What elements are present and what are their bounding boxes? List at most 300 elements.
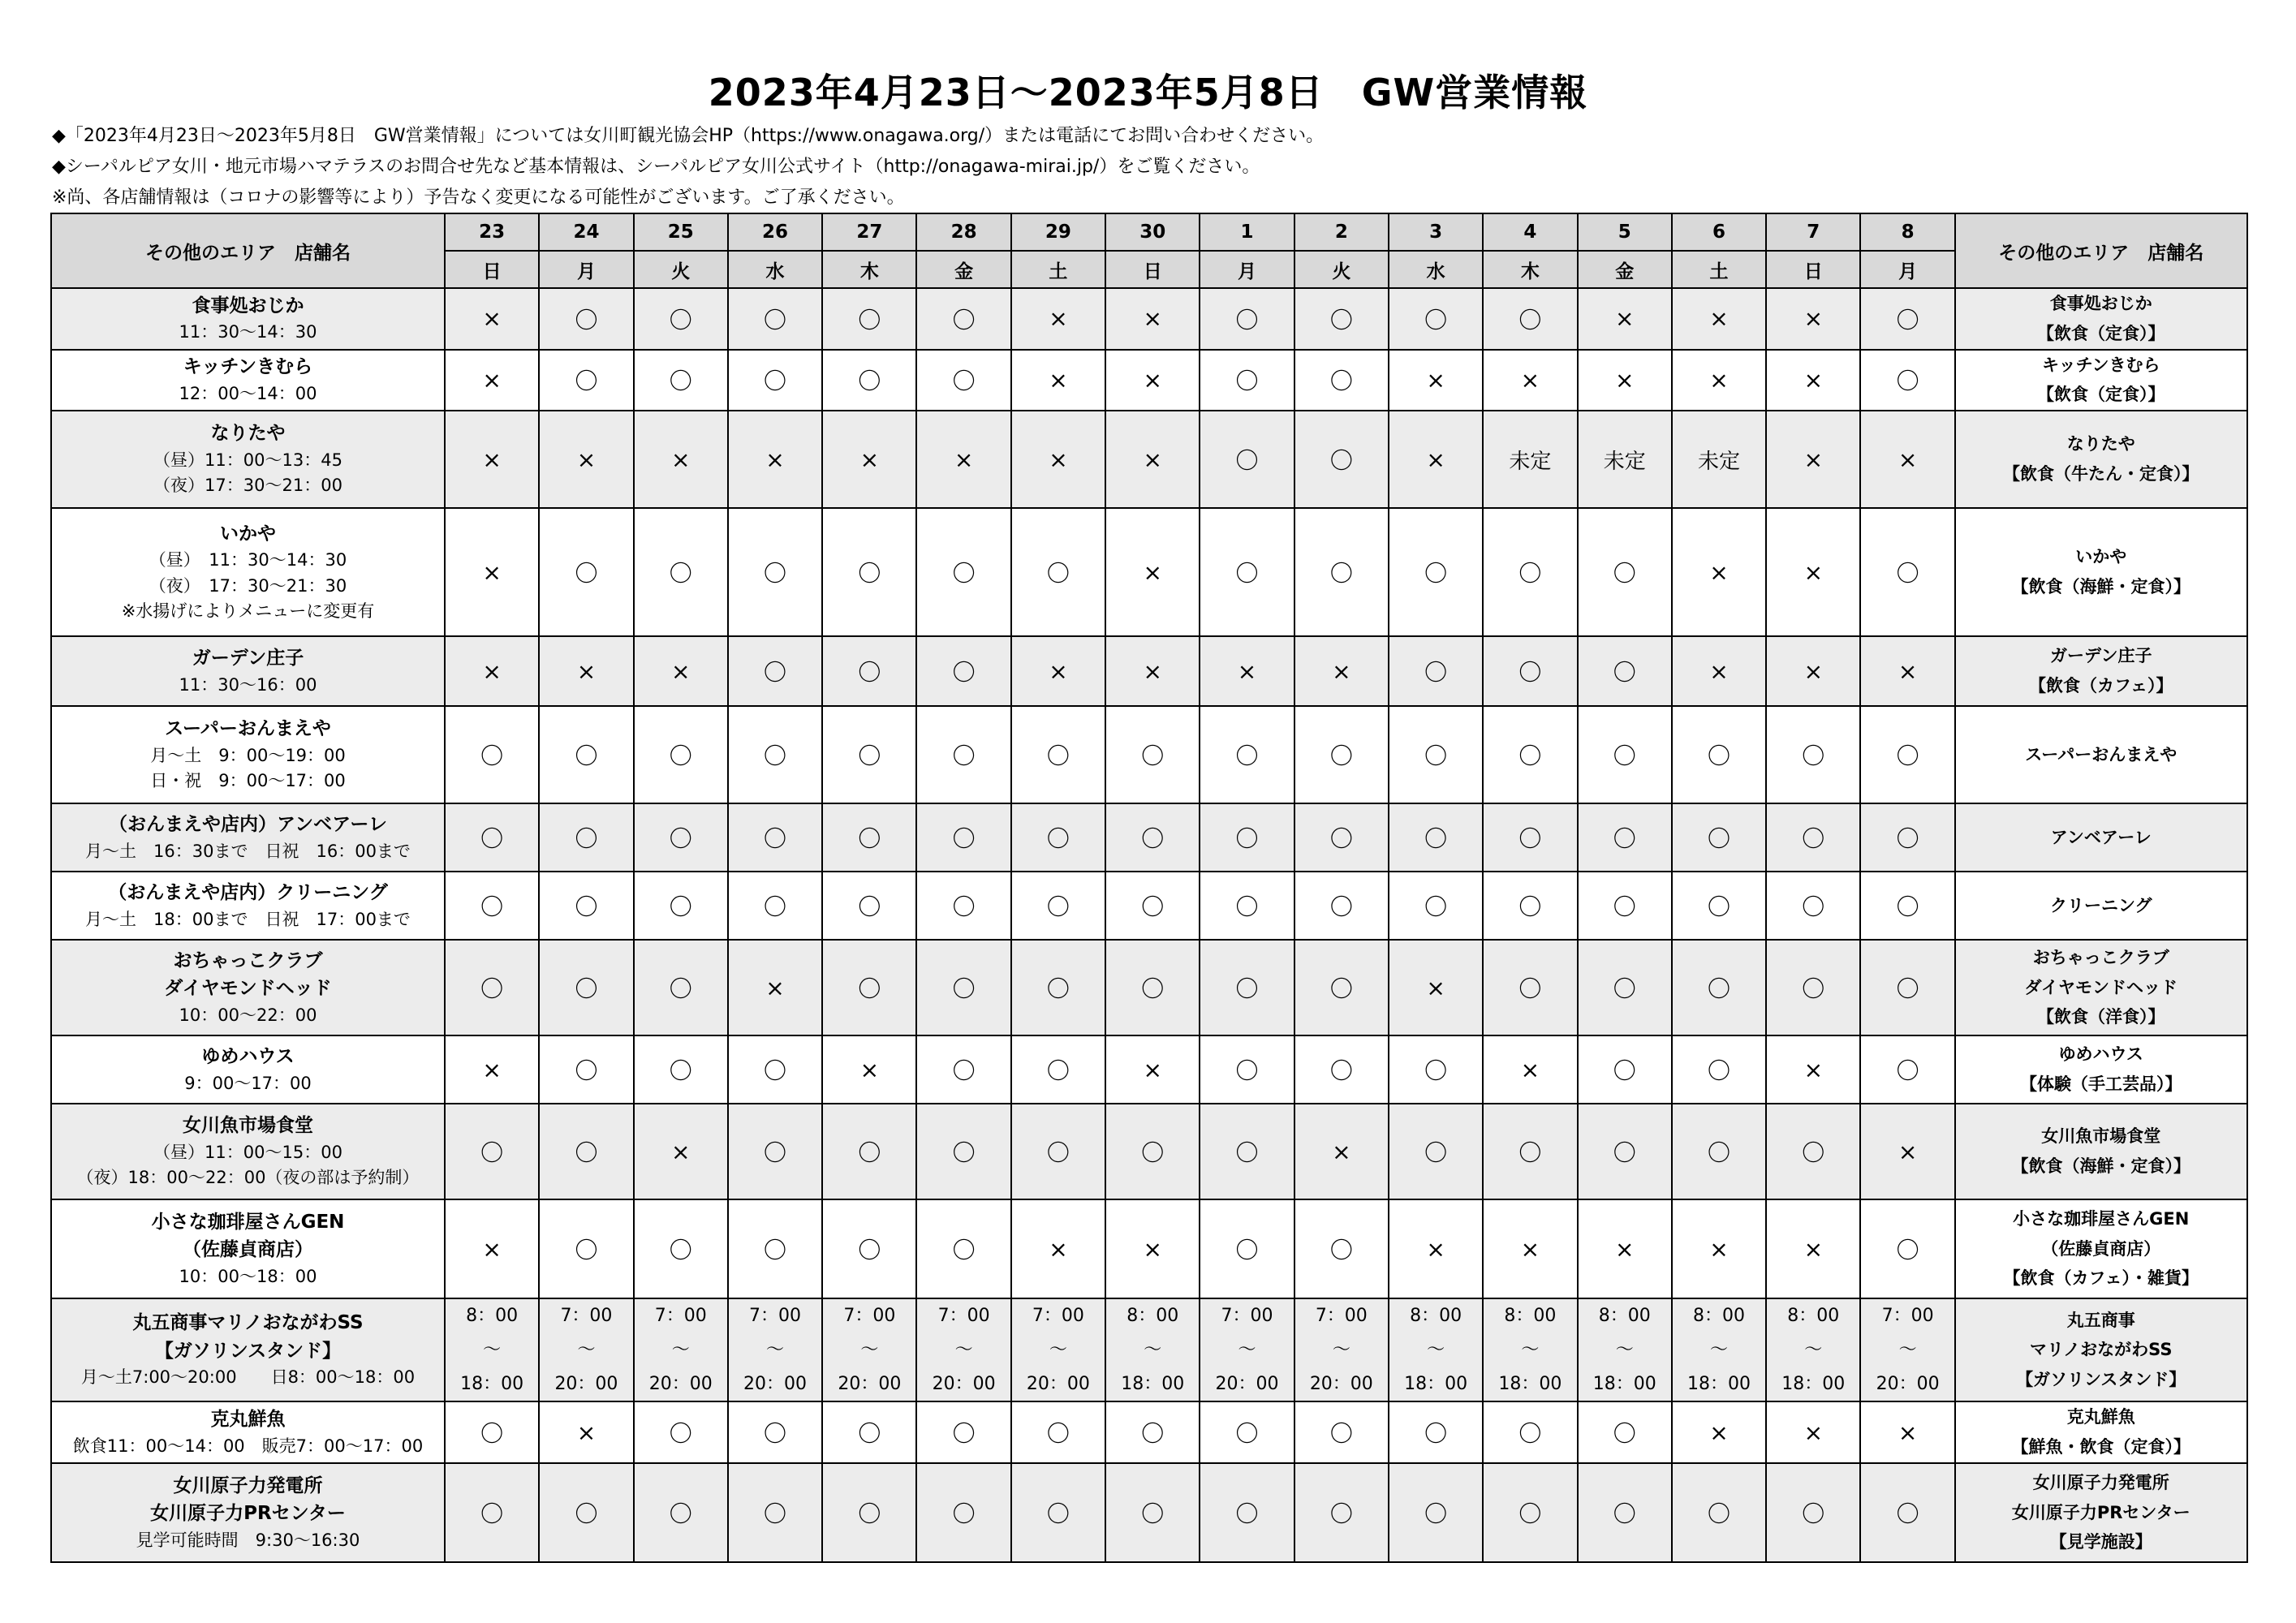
status-cell: ×: [1860, 411, 1954, 508]
store-name: キッチンきむら: [183, 356, 313, 378]
status-cell: [1766, 1298, 1860, 1401]
hours-part: 18：00: [1781, 1373, 1846, 1394]
category-line: 女川原子力PRセンター: [2011, 1502, 2190, 1522]
status-cell: 〇: [822, 803, 916, 872]
category-line: 【ガソリンスタンド】: [2016, 1370, 2186, 1390]
status-cell: 〇: [634, 1463, 728, 1562]
status-cell: 〇: [822, 1104, 916, 1199]
status-cell: ×: [1011, 350, 1105, 411]
hours-part: 7：00: [1032, 1306, 1084, 1326]
status-cell: [634, 1298, 728, 1401]
date-header: 28: [916, 213, 1010, 251]
status-cell: 〇: [1483, 508, 1577, 636]
status-cell: 〇: [1105, 1401, 1200, 1463]
status-cell: ×: [1011, 1199, 1105, 1298]
hours-part: ～: [1144, 1339, 1162, 1360]
status-cell: 〇: [1105, 803, 1200, 872]
category-line: なりたや: [2066, 434, 2135, 454]
status-cell: ×: [634, 411, 728, 508]
date-header: 3: [1389, 213, 1483, 251]
status-cell: 〇: [728, 1463, 822, 1562]
status-cell: 〇: [1766, 940, 1860, 1035]
category-line: 女川魚市場食堂: [2041, 1126, 2161, 1147]
hours-part: 8：00: [1598, 1306, 1651, 1326]
hours-part: 18：00: [460, 1373, 524, 1394]
store-hours: （夜）18：00～22：00（夜の部は予約制）: [76, 1168, 420, 1188]
status-cell: ×: [1672, 508, 1766, 636]
status-cell: 〇: [1389, 288, 1483, 350]
category-line: おちゃっこクラブ: [2032, 947, 2169, 967]
hours-part: ～: [671, 1339, 690, 1360]
status-cell: 〇: [445, 803, 539, 872]
date-header: 2: [1294, 213, 1389, 251]
status-cell: 〇: [1389, 872, 1483, 940]
status-cell: ×: [1578, 350, 1672, 411]
category-line: 克丸鮮魚: [2066, 1407, 2135, 1427]
hours-part: ～: [1049, 1339, 1067, 1360]
status-cell: ×: [634, 1104, 728, 1199]
status-cell: ×: [1105, 636, 1200, 706]
status-cell: 〇: [1483, 706, 1577, 803]
status-cell: 〇: [1860, 940, 1954, 1035]
category-line: 【飲食（定食）】: [2037, 323, 2165, 343]
store-name: ダイヤモンドヘッド: [164, 978, 332, 1000]
hours-part: 7：00: [937, 1306, 990, 1326]
hours-part: 8：00: [1787, 1306, 1840, 1326]
store-name: スーパーおんまえや: [165, 718, 331, 740]
store-name: いかや: [220, 523, 276, 545]
category-line: 丸五商事: [2066, 1310, 2135, 1330]
category-line: マリノおながわSS: [2030, 1340, 2173, 1360]
category-line: 【飲食（定食）】: [2037, 385, 2165, 405]
hours-part: 7：00: [1315, 1306, 1368, 1326]
table-row: [51, 508, 2247, 636]
category-line: 【鮮魚・飲食（定食）】: [2011, 1437, 2190, 1457]
store-hours: 11：30～16：00: [179, 674, 317, 695]
status-cell: 〇: [1483, 803, 1577, 872]
status-cell: ×: [1766, 411, 1860, 508]
table-row: [51, 803, 2247, 872]
store-hours: （夜）17：30～21：00: [153, 476, 342, 496]
status-cell: 〇: [1860, 508, 1954, 636]
status-cell: 未定: [1483, 411, 1577, 508]
status-cell: 〇: [1294, 288, 1389, 350]
category-line: ゆめハウス: [2058, 1044, 2143, 1065]
status-cell: 〇: [445, 940, 539, 1035]
status-cell: 〇: [916, 1463, 1010, 1562]
status-cell: 〇: [728, 803, 822, 872]
category-cell: [1955, 1199, 2247, 1298]
table-row: [51, 1104, 2247, 1199]
weekday-header: 月: [1860, 251, 1954, 288]
hours-part: 20：00: [1309, 1373, 1373, 1394]
hours-part: 8：00: [1126, 1306, 1179, 1326]
date-header: 27: [822, 213, 916, 251]
status-cell: 〇: [728, 1401, 822, 1463]
hours-part: 7：00: [1221, 1306, 1273, 1326]
category-cell: [1955, 1035, 2247, 1104]
status-cell: ×: [634, 636, 728, 706]
store-name-cell: [51, 411, 445, 508]
status-cell: ×: [1483, 1199, 1577, 1298]
status-cell: ×: [1011, 636, 1105, 706]
store-name-cell: [51, 706, 445, 803]
category-cell: [1955, 1298, 2247, 1401]
status-cell: 〇: [1672, 872, 1766, 940]
status-cell: 未定: [1672, 411, 1766, 508]
status-cell: 〇: [445, 1463, 539, 1562]
category-cell: [1955, 803, 2247, 872]
status-cell: 〇: [539, 350, 633, 411]
status-cell: ×: [1105, 1035, 1200, 1104]
status-cell: 〇: [1766, 706, 1860, 803]
store-hours: 飲食11：00～14：00 販売7：00～17：00: [72, 1436, 424, 1456]
status-cell: ×: [1483, 350, 1577, 411]
status-cell: 〇: [916, 706, 1010, 803]
status-cell: 〇: [1483, 1401, 1577, 1463]
status-cell: ×: [1766, 1199, 1860, 1298]
hours-part: 20：00: [1215, 1373, 1279, 1394]
hours-part: 8：00: [1410, 1306, 1462, 1326]
status-cell: 〇: [728, 350, 822, 411]
table-row: [51, 872, 2247, 940]
table-row: [51, 411, 2247, 508]
status-cell: 〇: [1483, 872, 1577, 940]
status-cell: 〇: [1200, 1199, 1294, 1298]
status-cell: ×: [1766, 636, 1860, 706]
weekday-header: 日: [1766, 251, 1860, 288]
table-row: [51, 1035, 2247, 1104]
hours-part: 20：00: [554, 1373, 618, 1394]
date-header: 24: [539, 213, 633, 251]
status-cell: 〇: [728, 1199, 822, 1298]
category-line: 【飲食（洋食）】: [2037, 1007, 2165, 1027]
status-cell: ×: [445, 1035, 539, 1104]
store-name-cell: [51, 288, 445, 350]
category-line: 【飲食（牛たん・定食）】: [2003, 464, 2199, 484]
note-line: ※尚、各店舗情報は（コロナの影響等により）予告なく変更になる可能性がございます。ご了承ください。: [52, 187, 905, 208]
hours-part: ～: [860, 1339, 879, 1360]
weekday-header: 木: [822, 251, 916, 288]
hours-part: ～: [1332, 1339, 1350, 1360]
status-cell: 〇: [916, 1401, 1010, 1463]
status-cell: 〇: [1294, 1035, 1389, 1104]
status-cell: 〇: [1389, 1104, 1483, 1199]
date-header: 1: [1200, 213, 1294, 251]
store-hours: 12：00～14：00: [179, 383, 317, 403]
status-cell: 〇: [1389, 706, 1483, 803]
status-cell: 〇: [1578, 636, 1672, 706]
status-cell: 〇: [1860, 350, 1954, 411]
category-line: 食事処おじか: [2049, 294, 2152, 313]
store-name-cell: [51, 1104, 445, 1199]
category-line: アンベアーレ: [2050, 827, 2152, 847]
category-line: キッチンきむら: [2041, 355, 2160, 375]
status-cell: [728, 1298, 822, 1401]
status-cell: 〇: [1294, 940, 1389, 1035]
hours-part: 7：00: [749, 1306, 802, 1326]
status-cell: 〇: [539, 1463, 633, 1562]
hours-part: ～: [1238, 1339, 1256, 1360]
hours-part: ～: [1898, 1339, 1917, 1360]
hours-part: ～: [1427, 1339, 1445, 1360]
status-cell: ×: [1105, 288, 1200, 350]
status-cell: 〇: [634, 940, 728, 1035]
hours-part: 20：00: [1026, 1373, 1090, 1394]
status-cell: 〇: [1860, 1463, 1954, 1562]
hours-part: ～: [766, 1339, 785, 1360]
category-line: いかや: [2075, 547, 2127, 567]
note-line: ◆シーパルピア女川・地元市場ハマテラスのお問合せ先など基本情報は、シーパルピア女川公式サイト（http://onagawa-mirai.jp/）をご覧ください。: [52, 157, 1260, 177]
status-cell: 〇: [1200, 508, 1294, 636]
status-cell: ×: [1483, 1035, 1577, 1104]
status-cell: 〇: [822, 1463, 916, 1562]
date-header: 6: [1672, 213, 1766, 251]
status-cell: 〇: [1011, 1035, 1105, 1104]
status-cell: 〇: [1672, 1463, 1766, 1562]
note-line: ◆「2023年4月23日～2023年5月8日 GW営業情報」については女川町観光協会HP（https://www.onagawa.org/）または電話にてお問い合わせください。: [52, 126, 1325, 146]
status-cell: 〇: [1766, 872, 1860, 940]
store-name: 女川魚市場食堂: [183, 1115, 313, 1137]
status-cell: 〇: [1011, 1401, 1105, 1463]
status-cell: 〇: [1200, 940, 1294, 1035]
category-line: 【見学施設】: [2049, 1532, 2152, 1552]
status-cell: 〇: [822, 508, 916, 636]
weekday-header: 月: [539, 251, 633, 288]
status-cell: ×: [822, 411, 916, 508]
status-cell: 〇: [1578, 1035, 1672, 1104]
store-hours: 日・祝 9：00～17：00: [150, 771, 346, 791]
status-cell: 〇: [1389, 636, 1483, 706]
status-cell: 〇: [1105, 872, 1200, 940]
weekday-header: 土: [1672, 251, 1766, 288]
status-cell: 〇: [1578, 940, 1672, 1035]
category-header: その他のエリア 店舗名: [1955, 213, 2247, 288]
hours-part: ～: [1615, 1339, 1634, 1360]
status-cell: 〇: [1200, 1401, 1294, 1463]
status-cell: 〇: [1672, 940, 1766, 1035]
status-cell: 〇: [1200, 350, 1294, 411]
status-cell: 〇: [539, 508, 633, 636]
status-cell: ×: [445, 288, 539, 350]
weekday-header: 土: [1011, 251, 1105, 288]
table-row: [51, 706, 2247, 803]
status-cell: 〇: [822, 1199, 916, 1298]
hours-part: ～: [577, 1339, 596, 1360]
status-cell: ×: [1389, 1199, 1483, 1298]
status-cell: 〇: [822, 288, 916, 350]
status-cell: ×: [1105, 508, 1200, 636]
category-line: 【飲食（カフェ）・雑貨】: [2003, 1268, 2199, 1289]
store-name: （おんまえや店内）アンベアーレ: [109, 814, 387, 835]
status-cell: ×: [1389, 940, 1483, 1035]
status-cell: 〇: [539, 288, 633, 350]
status-cell: 〇: [1860, 288, 1954, 350]
status-cell: 〇: [1389, 508, 1483, 636]
status-cell: 〇: [1294, 1199, 1389, 1298]
weekday-header: 火: [634, 251, 728, 288]
status-cell: 〇: [1294, 1463, 1389, 1562]
status-cell: [539, 1298, 633, 1401]
status-cell: 〇: [916, 1104, 1010, 1199]
status-cell: 〇: [1200, 803, 1294, 872]
status-cell: 〇: [1483, 940, 1577, 1035]
schedule-table: [50, 213, 2248, 1563]
store-name: 女川原子力発電所: [173, 1474, 323, 1496]
status-cell: 〇: [1011, 706, 1105, 803]
status-cell: [1483, 1298, 1577, 1401]
store-name: （佐藤貞商店）: [183, 1239, 313, 1261]
category-line: ガーデン庄子: [2049, 646, 2152, 666]
status-cell: 〇: [634, 706, 728, 803]
status-cell: [916, 1298, 1010, 1401]
status-cell: 〇: [728, 872, 822, 940]
status-cell: [1578, 1298, 1672, 1401]
status-cell: ×: [1860, 1401, 1954, 1463]
status-cell: 〇: [916, 636, 1010, 706]
store-name: なりたや: [210, 423, 286, 445]
status-cell: 〇: [1766, 803, 1860, 872]
status-cell: 〇: [1011, 803, 1105, 872]
status-cell: ×: [1672, 1401, 1766, 1463]
status-cell: ×: [1672, 288, 1766, 350]
weekday-header: 金: [1578, 251, 1672, 288]
hours-part: ～: [483, 1339, 502, 1360]
status-cell: 〇: [1860, 1199, 1954, 1298]
store-hours: 11：30～14：30: [179, 322, 317, 342]
weekday-header: 火: [1294, 251, 1389, 288]
status-cell: 〇: [1860, 803, 1954, 872]
store-name-cell: [51, 350, 445, 411]
status-cell: ×: [1766, 1401, 1860, 1463]
status-cell: 〇: [1578, 1104, 1672, 1199]
store-name: 食事処おじか: [192, 295, 304, 316]
table-row: [51, 288, 2247, 350]
category-line: 【体験（手工芸品）】: [2020, 1074, 2182, 1094]
hours-part: ～: [1521, 1339, 1540, 1360]
category-cell: [1955, 411, 2247, 508]
status-cell: 〇: [1672, 1104, 1766, 1199]
status-cell: 〇: [1578, 706, 1672, 803]
status-cell: ×: [1860, 1104, 1954, 1199]
table-row: [51, 940, 2247, 1035]
status-cell: [822, 1298, 916, 1401]
date-header: 29: [1011, 213, 1105, 251]
status-cell: ×: [1105, 411, 1200, 508]
status-cell: ×: [1766, 508, 1860, 636]
status-cell: ×: [1672, 350, 1766, 411]
hours-part: 18：00: [1592, 1373, 1656, 1394]
hours-part: 7：00: [1881, 1306, 1934, 1326]
store-name-cell: [51, 1035, 445, 1104]
status-cell: 〇: [728, 288, 822, 350]
category-line: スーパーおんまえや: [2025, 744, 2178, 764]
status-cell: 〇: [1483, 288, 1577, 350]
status-cell: 〇: [822, 706, 916, 803]
status-cell: 〇: [539, 1104, 633, 1199]
status-cell: 〇: [539, 706, 633, 803]
status-cell: 〇: [445, 1104, 539, 1199]
store-hours: 月～土7:00～20:00 日8：00～18：00: [80, 1367, 416, 1388]
hours-part: 8：00: [1693, 1306, 1745, 1326]
status-cell: 〇: [1578, 872, 1672, 940]
status-cell: 〇: [1389, 803, 1483, 872]
status-cell: 〇: [1294, 350, 1389, 411]
store-name: ガーデン庄子: [192, 648, 304, 669]
date-header: 8: [1860, 213, 1954, 251]
status-cell: 〇: [728, 636, 822, 706]
category-cell: [1955, 350, 2247, 411]
store-hours: （夜） 17：30～21：30: [149, 575, 347, 596]
weekday-header: 金: [916, 251, 1010, 288]
weekday-header: 水: [1389, 251, 1483, 288]
status-cell: ×: [1672, 1199, 1766, 1298]
status-cell: 〇: [539, 1035, 633, 1104]
status-cell: ×: [539, 636, 633, 706]
store-name: 丸五商事マリノおながわSS: [132, 1312, 364, 1334]
status-cell: 〇: [1200, 1463, 1294, 1562]
status-cell: 〇: [634, 508, 728, 636]
status-cell: ×: [1011, 288, 1105, 350]
store-name-cell: [51, 1463, 445, 1562]
status-cell: 〇: [539, 872, 633, 940]
category-cell: [1955, 940, 2247, 1035]
category-cell: [1955, 288, 2247, 350]
status-cell: 〇: [822, 872, 916, 940]
status-cell: ×: [1766, 350, 1860, 411]
status-cell: 〇: [1011, 508, 1105, 636]
status-cell: ×: [445, 1199, 539, 1298]
status-cell: 〇: [1766, 1104, 1860, 1199]
status-cell: ×: [1578, 1199, 1672, 1298]
status-cell: 〇: [1200, 411, 1294, 508]
status-cell: ×: [822, 1035, 916, 1104]
category-cell: [1955, 872, 2247, 940]
store-name-header: その他のエリア 店舗名: [51, 213, 445, 288]
status-cell: 〇: [1483, 636, 1577, 706]
status-cell: [1105, 1298, 1200, 1401]
hours-part: 18：00: [1404, 1373, 1468, 1394]
store-name-cell: [51, 1199, 445, 1298]
status-cell: ×: [1860, 636, 1954, 706]
category-line: 【飲食（カフェ）】: [2029, 676, 2173, 695]
status-cell: [1860, 1298, 1954, 1401]
hours-part: 20：00: [1876, 1373, 1940, 1394]
page-title: 2023年4月23日～2023年5月8日 GW営業情報: [708, 71, 1588, 114]
status-cell: 〇: [1294, 706, 1389, 803]
status-cell: [445, 1298, 539, 1401]
status-cell: 〇: [728, 508, 822, 636]
status-cell: 〇: [1200, 872, 1294, 940]
category-line: 【飲食（海鮮・定食）】: [2011, 577, 2190, 596]
hours-part: 7：00: [654, 1306, 707, 1326]
status-cell: 〇: [1483, 1463, 1577, 1562]
status-cell: [1200, 1298, 1294, 1401]
category-line: 女川原子力発電所: [2032, 1472, 2169, 1492]
category-cell: [1955, 508, 2247, 636]
status-cell: 〇: [916, 940, 1010, 1035]
category-line: クリーニング: [2049, 895, 2152, 915]
weekday-header: 木: [1483, 251, 1577, 288]
hours-part: 20：00: [838, 1373, 902, 1394]
status-cell: 〇: [1105, 1463, 1200, 1562]
store-hours: 9：00～17：00: [184, 1073, 312, 1093]
date-header: 25: [634, 213, 728, 251]
category-cell: [1955, 636, 2247, 706]
table-row: [51, 636, 2247, 706]
status-cell: ×: [1294, 1104, 1389, 1199]
status-cell: 〇: [634, 1401, 728, 1463]
